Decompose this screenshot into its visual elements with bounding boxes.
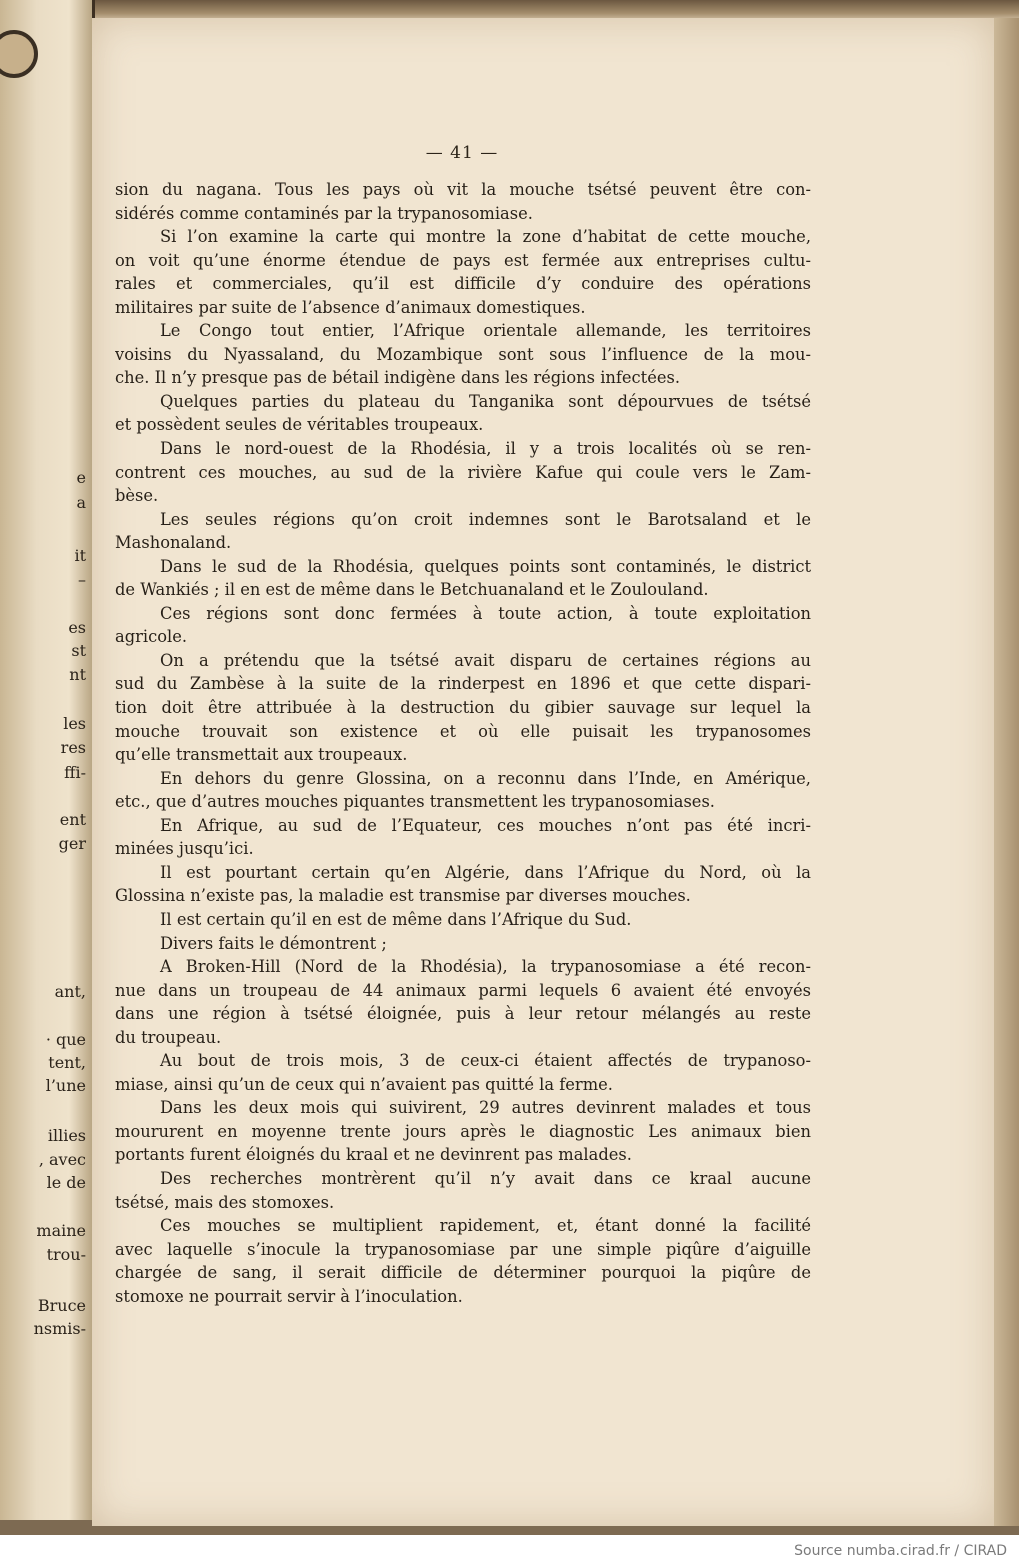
left-page-fragment: ant, <box>54 982 86 1001</box>
left-page-fragment: ffi- <box>64 763 86 782</box>
text-line: portants furent éloignés du kraal et ne devinrent pas malades. <box>115 1145 632 1165</box>
text-line: Dans le nord-ouest de la Rhodésia, il y a trois localités où se ren- <box>160 439 811 459</box>
text-line: Dans les deux mois qui suivirent, 29 autres devinrent malades et tous <box>160 1098 811 1118</box>
left-page-fragment: ger <box>58 834 86 853</box>
text-line: sidérés comme contaminés par la trypanosomiase. <box>115 203 533 223</box>
left-page-fragment: trou- <box>46 1245 86 1264</box>
left-page-fragment: , avec <box>38 1150 86 1169</box>
text-line: A Broken-Hill (Nord de la Rhodésia), la trypanosomiase a été recon- <box>160 957 811 977</box>
text-line: En Afrique, au sud de l’Equateur, ces mouches n’ont pas été incri- <box>160 815 811 835</box>
text-line: etc., que d’autres mouches piquantes transmettent les trypanosomiases. <box>115 792 715 812</box>
left-page-fragment: es <box>68 618 86 637</box>
left-page-fragment: res <box>60 738 86 757</box>
left-page-fragment: – <box>78 570 86 589</box>
text-line: tion doit être attribuée à la destruction du gibier sauvage sur lequel la <box>115 698 811 718</box>
text-line: moururent en moyenne trente jours après le diagnostic Les animaux bien <box>115 1121 811 1141</box>
text-line: bèse. <box>115 486 159 506</box>
text-line: chargée de sang, il serait difficile de déterminer pourquoi la piqûre de <box>115 1263 811 1283</box>
text-line: militaires par suite de l’absence d’animaux domestiques. <box>115 297 586 317</box>
left-page-fragment: it <box>74 546 86 565</box>
text-line: Il est pourtant certain qu’en Algérie, dans l’Afrique du Nord, où la <box>160 862 811 882</box>
text-line: Dans le sud de la Rhodésia, quelques points sont contaminés, le district <box>160 556 811 576</box>
source-credit: Source numba.cirad.fr / CIRAD <box>794 1543 1007 1559</box>
text-line: Ces régions sont donc fermées à toute action, à toute exploitation <box>160 603 811 623</box>
text-line: du troupeau. <box>115 1027 222 1047</box>
page-body-text <box>115 178 811 1308</box>
text-line: Divers faits le démontrent ; <box>160 933 387 953</box>
text-line: on voit qu’une énorme étendue de pays est fermée aux entreprises cultu- <box>115 250 811 270</box>
left-page-fragment: nt <box>69 665 86 684</box>
text-line: miase, ainsi qu’un de ceux qui n’avaient pas quitté la ferme. <box>115 1074 613 1094</box>
text-line: Glossina n’existe pas, la maladie est transmise par diverses mouches. <box>115 886 691 906</box>
text-line: rales et commerciales, qu’il est difficile d’y conduire des opérations <box>115 274 811 294</box>
text-line: En dehors du genre Glossina, on a reconnu dans l’Inde, en Amérique, <box>160 768 811 788</box>
text-line: et possèdent seules de véritables troupeaux. <box>115 415 484 435</box>
left-page-fragment: les <box>63 714 86 733</box>
left-page-fragment: · que <box>45 1030 86 1049</box>
text-line: voisins du Nyassaland, du Mozambique sont sous l’influence de la mou- <box>115 344 811 364</box>
text-line: Les seules régions qu’on croit indemnes sont le Barotsaland et le <box>160 509 811 529</box>
text-line: dans une région à tsétsé éloignée, puis à leur retour mélangés au reste <box>115 1004 811 1024</box>
text-line: agricole. <box>115 627 188 647</box>
left-page-fragment: nsmis- <box>33 1319 86 1338</box>
text-line: avec laquelle s’inocule la trypanosomiase par une simple piqûre d’aiguille <box>115 1239 811 1259</box>
left-page-fragment: maine <box>36 1221 86 1240</box>
left-page-fragment: ent <box>59 810 86 829</box>
page-number: — 41 — <box>425 143 499 163</box>
left-page-fragment: l’une <box>45 1076 86 1095</box>
left-page-fragment: illies <box>47 1126 86 1145</box>
text-line: Si l’on examine la carte qui montre la zone d’habitat de cette mouche, <box>160 227 811 247</box>
text-line: Au bout de trois mois, 3 de ceux-ci étaient affectés de trypanoso- <box>160 1051 811 1071</box>
left-page-fragment: tent, <box>48 1053 86 1072</box>
text-line: Ces mouches se multiplient rapidement, et, étant donné la facilité <box>160 1216 811 1236</box>
left-page-fragment: le de <box>46 1173 86 1192</box>
text-line: Le Congo tout entier, l’Afrique orientale allemande, les territoires <box>160 321 811 341</box>
text-line: mouche trouvait son existence et où elle puisait les trypanosomes <box>115 721 811 741</box>
left-page-fragment: Bruce <box>37 1296 86 1315</box>
text-line: Des recherches montrèrent qu’il n’y avait dans ce kraal aucune <box>160 1168 811 1188</box>
left-page-fragment: e <box>76 468 86 487</box>
left-page-gutter <box>0 0 95 1520</box>
left-page-fragment: a <box>76 493 86 512</box>
text-line: On a prétendu que la tsétsé avait disparu de certaines régions au <box>160 650 811 670</box>
right-page <box>92 18 994 1526</box>
text-line: de Wankiés ; il en est de même dans le Betchuanaland et le Zoulouland. <box>115 580 709 600</box>
text-line: tsétsé, mais des stomoxes. <box>115 1192 335 1212</box>
text-line: nue dans un troupeau de 44 animaux parmi lequels 6 avaient été envoyés <box>115 980 811 1000</box>
left-page-fragment: st <box>71 641 86 660</box>
left-page-text-fragments <box>0 0 90 1520</box>
text-line: sion du nagana. Tous les pays où vit la mouche tsétsé peuvent être con- <box>115 180 811 199</box>
text-line: Mashonaland. <box>115 533 232 553</box>
text-line: stomoxe ne pourrait servir à l’inoculation. <box>115 1286 463 1306</box>
text-line: Il est certain qu’il en est de même dans l’Afrique du Sud. <box>160 909 632 929</box>
text-line: sud du Zambèse à la suite de la rinderpest en 1896 et que cette dispari- <box>115 674 811 694</box>
text-line: qu’elle transmettait aux troupeaux. <box>115 745 408 765</box>
text-line: minées jusqu’ici. <box>115 839 254 859</box>
text-line: contrent ces mouches, au sud de la rivière Kafue qui coule vers le Zam- <box>115 462 811 482</box>
text-line: che. Il n’y presque pas de bétail indigène dans les régions infectées. <box>115 368 681 388</box>
text-line: Quelques parties du plateau du Tanganika sont dépourvues de tsétsé <box>160 391 811 411</box>
page-right-edge <box>994 18 1019 1526</box>
